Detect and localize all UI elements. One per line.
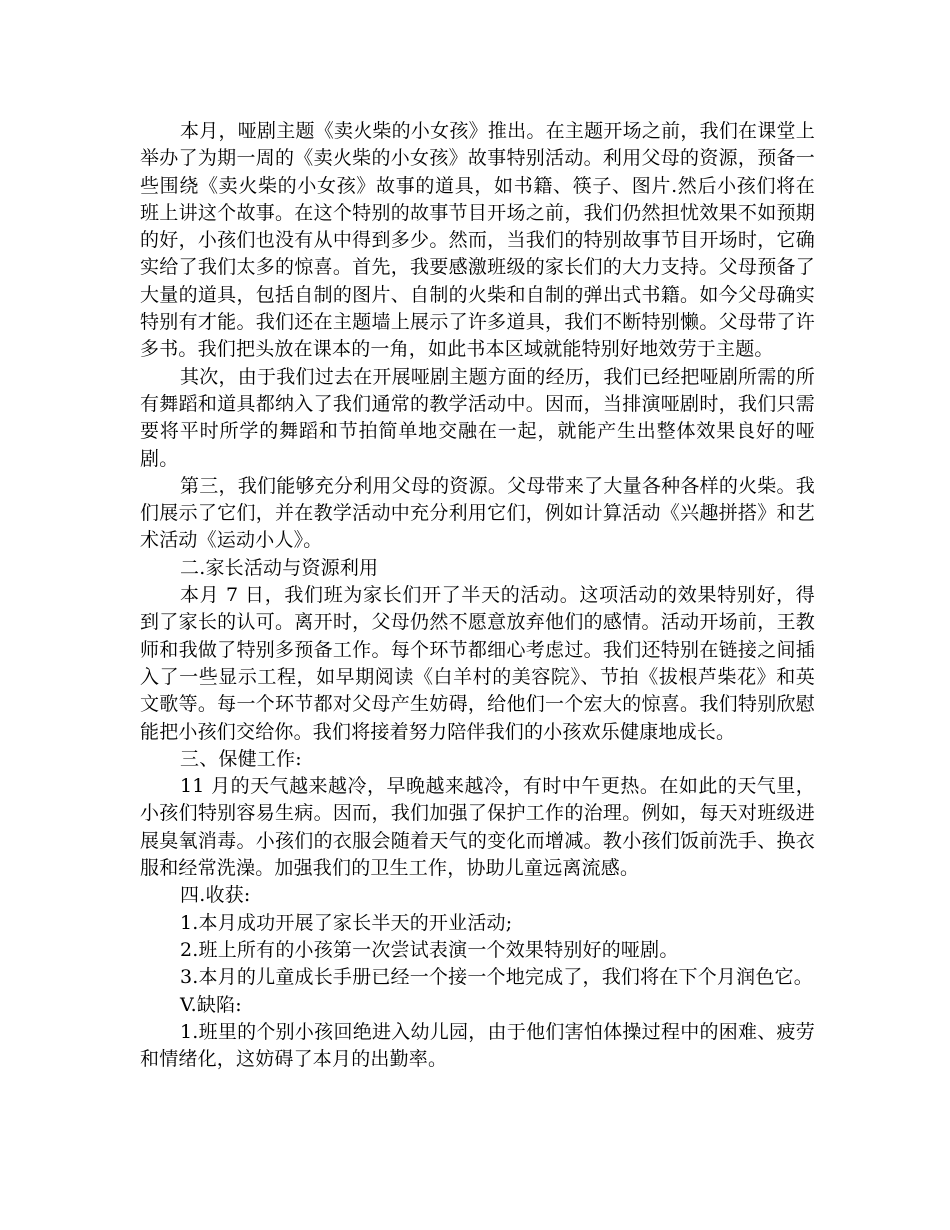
section-heading-defects: V.缺陷: (180, 993, 242, 1016)
paragraph-parent-resources: 第三，我们能够充分利用父母的资源。父母带来了大量各种各样的火柴。我们展示了它们，并在教学活动中充分利用它们，例如计算活动《兴趣拼搭》和艺术活动《运动小人》。 (140, 474, 815, 552)
gain-item-3: 3.本月的儿童成长手册已经一个接一个地完成了，我们将在下个月润色它。 (180, 966, 813, 989)
defect-item-1: 1.班里的个别小孩回绝进入幼儿园，由于他们害怕体操过程中的困难、疲劳和情绪化，这妨碍了本月的出勤率。 (140, 1020, 815, 1071)
paragraph-parent-activity: 本月 7 日，我们班为家长们开了半天的活动。这项活动的效果特别好，得到了家长的认可。离开时，父母仍然不愿意放弃他们的感情。活动开场前，王教师和我做了特别多预备工作。每个环节都细心考虑过。我们还特别在链接之间插入了一些显示工程，如早期阅读《白羊村的美容院》、节拍《拔根芦柴花》和英文歌等。每一个环节都对父母产生妨碍，给他们一个宏大的惊喜。我们特别欣慰能把小孩们交给你。我们将接着努力陪伴我们的小孩欢乐健康地成长。 (140, 584, 815, 743)
paragraph-theme-play: 本月，哑剧主题《卖火柴的小女孩》推出。在主题开场之前，我们在课堂上举办了为期一周的《卖火柴的小女孩》故事特别活动。利用父母的资源，预备一些围绕《卖火柴的小女孩》故事的道具，如书籍、筷子、图片.然后小孩们将在班上讲这个故事。在这个特别的故事节目开场之前，我们仍然担忧效果不如预期的好，小孩们也没有从中得到多少。然而，当我们的特别故事节目开场时，它确实给了我们太多的惊喜。首先，我要感激班级的家长们的大力支持。父母预备了大量的道具，包括自制的图片、自制的火柴和自制的弹出式书籍。如今父母确实特别有才能。我们还在主题墙上展示了许多道具，我们不断特别懒。父母带了许多书。我们把头放在课本的一角，如此书本区域就能特别好地效劳于主题。 (140, 120, 815, 361)
section-heading-gains: 四.收获: (180, 884, 251, 907)
paragraph-experience: 其次，由于我们过去在开展哑剧主题方面的经历，我们已经把哑剧所需的所有舞蹈和道具都纳入了我们通常的教学活动中。因而，当排演哑剧时，我们只需要将平时所学的舞蹈和节拍简单地交融在一起，就能产生出整体效果良好的哑剧。 (140, 365, 815, 470)
gain-item-2: 2.班上所有的小孩第一次尝试表演一个效果特别好的哑剧。 (180, 938, 679, 961)
section-heading-health-care: 三、保健工作: (180, 747, 302, 770)
gain-item-1: 1.本月成功开展了家长半天的开业活动; (180, 911, 513, 934)
paragraph-health-care: 11 月的天气越来越冷，早晚越来越冷，有时中午更热。在如此的天气里，小孩们特别容易生病。因而，我们加强了保护工作的治理。例如，每天对班级进展臭氧消毒。小孩们的衣服会随着天气的变化而增减。教小孩们饭前洗手、换衣服和经常洗澡。加强我们的卫生工作，协助儿童远离流感。 (140, 775, 815, 880)
section-heading-parent-activities: 二.家长活动与资源利用 (180, 556, 379, 579)
document-body (140, 118, 815, 1073)
